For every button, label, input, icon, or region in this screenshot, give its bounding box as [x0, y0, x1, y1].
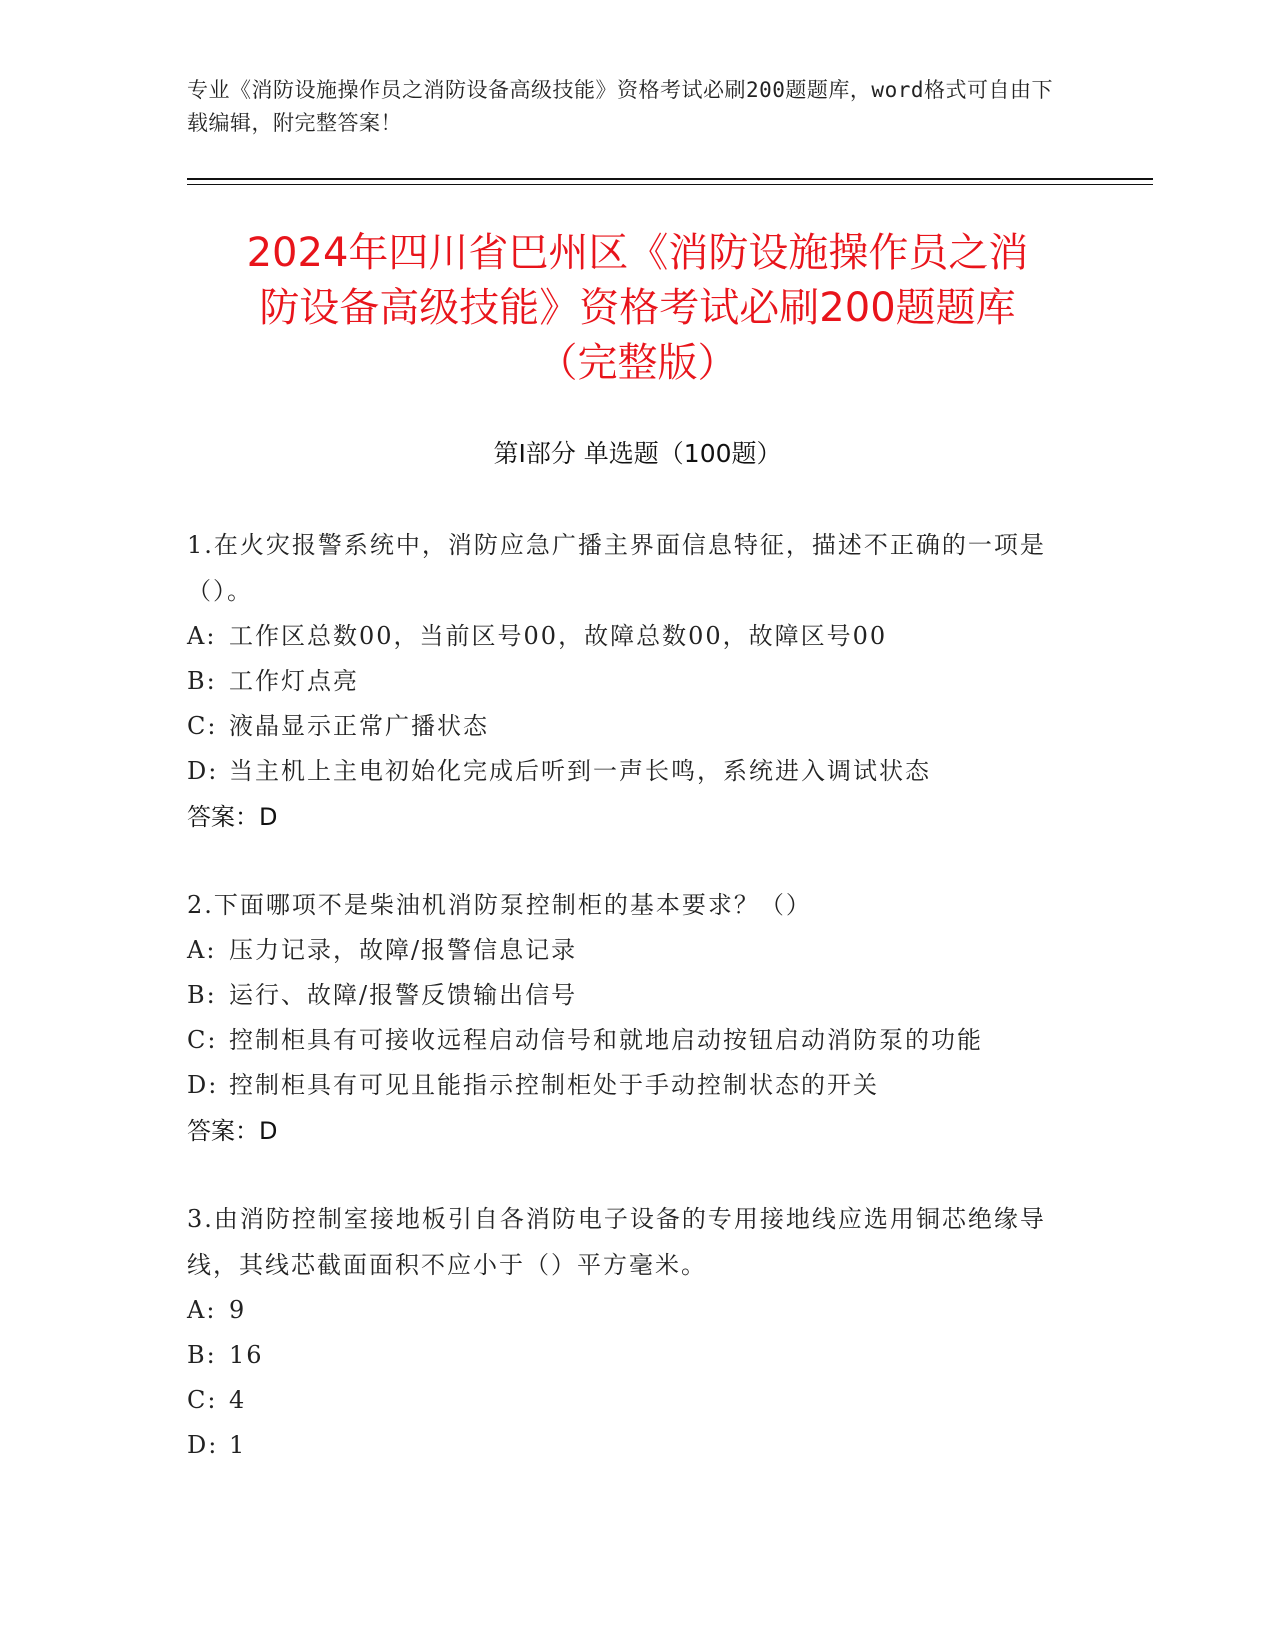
option-letter: D: — [187, 1431, 219, 1459]
option-letter: C: — [187, 1386, 218, 1414]
option-text: 16 — [229, 1341, 264, 1369]
option-text: 运行、故障/报警反馈输出信号 — [229, 981, 578, 1009]
question-stem: 3.由消防控制室接地板引自各消防电子设备的专用接地线应选用铜芯绝缘导线，其线芯截面面积不应小于（）平方毫米。 — [187, 1205, 1046, 1279]
option-letter: A: — [187, 622, 217, 650]
option-text: 当主机上主电初始化完成后听到一声长鸣，系统进入调试状态 — [229, 757, 931, 785]
option-letter: D: — [187, 1071, 219, 1099]
title-line: 2024年四川省巴州区《消防设施操作员之消 — [246, 230, 1029, 276]
question-item — [187, 1196, 1077, 1468]
question-option — [187, 659, 1077, 704]
option-letter: B: — [187, 981, 217, 1009]
title-line: 防设备高级技能》资格考试必刷200题题库 — [259, 285, 1016, 331]
answer-line: 答案：D — [187, 1117, 278, 1145]
option-text: 控制柜具有可接收远程启动信号和就地启动按钮启动消防泵的功能 — [229, 1026, 983, 1054]
question-option — [187, 704, 1077, 749]
option-text: 控制柜具有可见且能指示控制柜处于手动控制状态的开关 — [229, 1071, 879, 1099]
question-option — [187, 1423, 1077, 1468]
option-text: 压力记录，故障/报警信息记录 — [229, 936, 578, 964]
question-list — [187, 522, 1077, 1510]
question-stem: 1.在火灾报警系统中，消防应急广播主界面信息特征，描述不正确的一项是（）。 — [187, 531, 1046, 605]
header-divider-thin — [187, 184, 1153, 185]
option-letter: D: — [187, 757, 219, 785]
question-option — [187, 973, 1077, 1018]
option-letter: A: — [187, 1296, 217, 1324]
header-divider-thick — [187, 178, 1153, 180]
title-line: （完整版） — [537, 340, 738, 386]
option-letter: A: — [187, 936, 217, 964]
question-option — [187, 1333, 1077, 1378]
option-letter: B: — [187, 1341, 217, 1369]
option-letter: C: — [187, 1026, 218, 1054]
question-option — [187, 1018, 1077, 1063]
question-option — [187, 1378, 1077, 1423]
option-text: 液晶显示正常广播状态 — [229, 712, 489, 740]
question-item — [187, 522, 1077, 840]
section-heading: 第I部分 单选题（100题） — [493, 439, 782, 468]
option-text: 4 — [229, 1386, 247, 1414]
header-note: 专业《消防设施操作员之消防设备高级技能》资格考试必刷200题题库，word格式可自由下载编辑，附完整答案！ — [187, 78, 1053, 135]
option-text: 9 — [229, 1296, 247, 1324]
question-option — [187, 928, 1077, 973]
document-title — [160, 226, 1115, 391]
option-letter: B: — [187, 667, 217, 695]
option-text: 1 — [229, 1431, 247, 1459]
option-letter: C: — [187, 712, 218, 740]
question-stem: 2.下面哪项不是柴油机消防泵控制柜的基本要求？（） — [187, 891, 812, 919]
question-option — [187, 614, 1077, 659]
question-option — [187, 1288, 1077, 1333]
question-option — [187, 749, 1077, 794]
answer-line: 答案：D — [187, 803, 278, 831]
question-option — [187, 1063, 1077, 1108]
option-text: 工作区总数00，当前区号00，故障总数00，故障区号00 — [229, 622, 888, 650]
question-item — [187, 882, 1077, 1154]
option-text: 工作灯点亮 — [229, 667, 359, 695]
